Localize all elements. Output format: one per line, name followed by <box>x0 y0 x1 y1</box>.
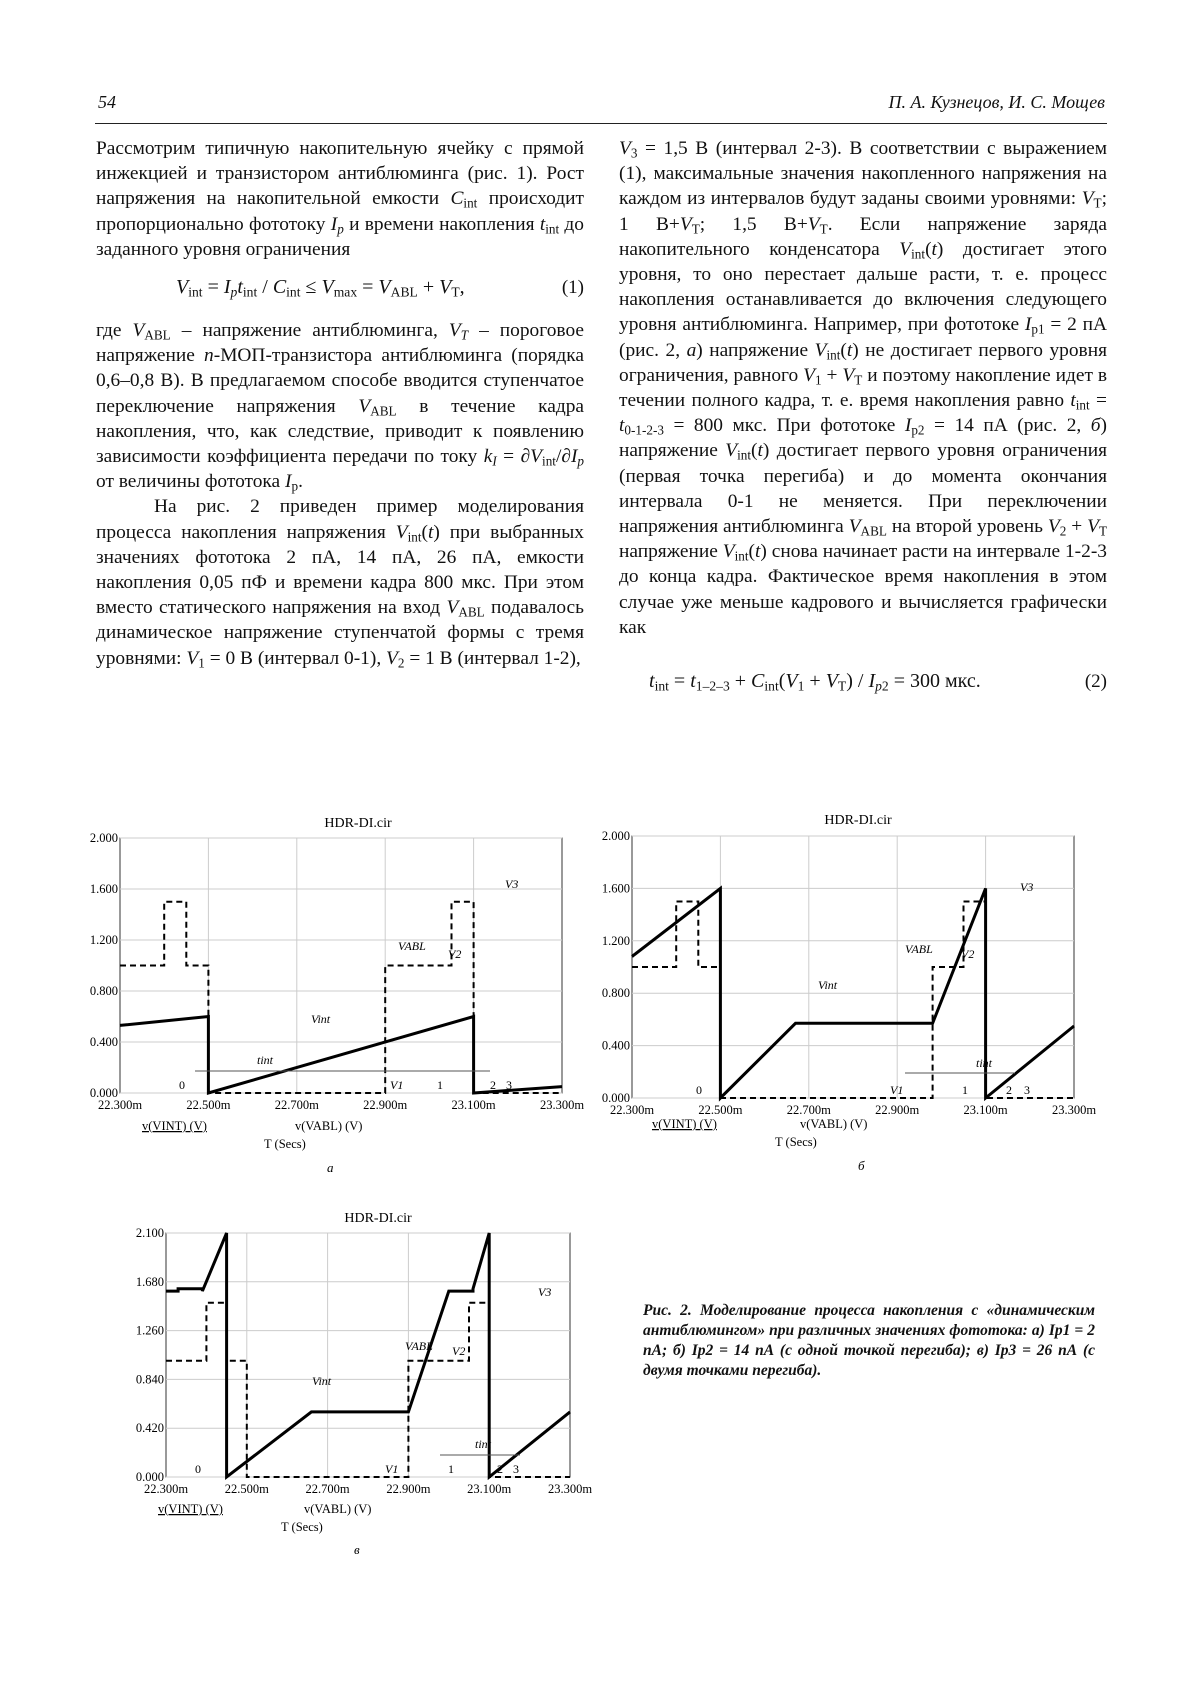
formula-2-number: (2) <box>1084 671 1107 693</box>
annotation-v1: V1 <box>385 1462 399 1476</box>
y-tick-label: 0.840 <box>135 1372 164 1387</box>
y-tick-label: 0.400 <box>601 1038 630 1053</box>
y-tick-label: 0.800 <box>89 984 118 998</box>
annotation-vint: Vint <box>311 1012 331 1026</box>
x-tick-label: 23.300m <box>1051 1103 1097 1117</box>
formula-1: $V_{int} = I_pt_{int} / C_{int} \le V_{max} = V_{ABL} + V_T$, (1) <box>176 276 584 300</box>
y-tick-label: 0.000 <box>89 1086 118 1100</box>
annotation-v1: V1 <box>890 1083 904 1097</box>
formula-1-number: (1) <box>561 277 584 299</box>
annotation-0: 0 <box>179 1078 185 1092</box>
annotation-3: 3 <box>506 1078 512 1092</box>
annotation-1: 1 <box>448 1462 454 1476</box>
annotation-v2: V2 <box>452 1344 466 1358</box>
legend-vint: v(VINT) (V) <box>142 1119 207 1133</box>
subfigure-label: в <box>354 1542 360 1557</box>
y-tick-label: 1.600 <box>601 881 630 896</box>
y-tick-label: 0.000 <box>135 1470 164 1484</box>
legend-vabl: v(VABL) (V) <box>304 1502 372 1516</box>
annotation-1: 1 <box>962 1083 968 1097</box>
x-axis-label: T (Secs) <box>775 1135 817 1149</box>
annotation-1: 1 <box>437 1078 443 1092</box>
y-tick-label: 0.420 <box>135 1421 164 1436</box>
annotation-0: 0 <box>696 1083 702 1097</box>
y-tick-label: 0.000 <box>601 1091 630 1105</box>
y-tick-label: 1.200 <box>89 933 118 947</box>
x-tick-label: 22.900m <box>875 1103 920 1117</box>
y-tick-label: 1.200 <box>601 933 630 948</box>
annotation-3: 3 <box>1024 1083 1030 1097</box>
x-axis-label: T (Secs) <box>264 1137 306 1151</box>
legend-vabl: v(VABL) (V) <box>295 1119 363 1133</box>
annotation-vabl: VABL <box>905 942 933 956</box>
annotation-vint: Vint <box>312 1374 332 1388</box>
x-tick-label: 22.900m <box>386 1482 431 1496</box>
x-tick-label: 23.100m <box>467 1482 512 1496</box>
y-tick-label: 2.000 <box>89 831 118 845</box>
annotation-v3: V3 <box>1020 880 1034 894</box>
x-tick-label: 23.100m <box>963 1103 1008 1117</box>
annotation-2: 2 <box>497 1462 503 1476</box>
subfigure-label: а <box>327 1160 334 1175</box>
x-tick-label: 23.300m <box>547 1482 593 1496</box>
annotation-tint: tint <box>475 1437 492 1451</box>
y-tick-label: 1.600 <box>89 882 118 896</box>
legend-vint: v(VINT) (V) <box>652 1117 717 1131</box>
chart-title: HDR-DI.cir <box>324 816 392 831</box>
x-tick-label: 22.300m <box>97 1098 143 1112</box>
annotation-vabl: VABL <box>405 1339 433 1353</box>
y-tick-label: 0.800 <box>601 986 630 1001</box>
annotation-vint: Vint <box>818 978 838 992</box>
y-tick-label: 1.260 <box>135 1323 164 1338</box>
annotation-v2: V2 <box>448 947 462 961</box>
annotation-v2: V2 <box>961 947 975 961</box>
y-tick-label: 0.400 <box>89 1035 118 1049</box>
x-tick-label: 22.300m <box>143 1482 189 1496</box>
x-tick-label: 23.100m <box>451 1098 496 1112</box>
annotation-tint: tint <box>257 1053 274 1067</box>
chart-title: HDR-DI.cir <box>344 1211 412 1226</box>
annotation-3: 3 <box>513 1462 519 1476</box>
figure-caption: Рис. 2. Моделирование процесса накопления с «динамическим антиблюмингом» при различных значениях фототока: а) Ip1 = 2 пА; б) Ip2 = 14 пА (с одной точкой перегиба); в) Ip3 = 26 пА (с двумя точками перегиба). <box>643 1302 1095 1379</box>
paragraph: Рассмотрим типичную накопительную ячейку с прямой инжекцией и транзистором антиблюминга (рис. 1). Рост напряжения на накопительной емкости $C_{int}$ происходит пропорционально фототоку $I_p$ и времени накопления $t_{int}$ до заданного уровня ограничения <box>96 138 584 260</box>
x-tick-label: 22.700m <box>786 1103 831 1117</box>
x-tick-label: 23.300m <box>539 1098 585 1112</box>
legend-vabl: v(VABL) (V) <box>800 1117 868 1131</box>
annotation-v3: V3 <box>505 877 519 891</box>
annotation-vabl: VABL <box>398 939 426 953</box>
x-tick-label: 22.500m <box>224 1482 269 1496</box>
x-tick-label: 22.500m <box>698 1103 743 1117</box>
annotation-v1: V1 <box>390 1078 404 1092</box>
y-tick-label: 2.100 <box>135 1226 164 1240</box>
annotation-0: 0 <box>195 1462 201 1476</box>
chart-title: HDR-DI.cir <box>824 813 892 828</box>
annotation-2: 2 <box>1006 1083 1012 1097</box>
paragraph: $V_3 = 1,5$ В (интервал 2-3). В соответствии с выражением (1), максимальные значения накопленного напряжения на каждом из интервалов будут заданы своими уровнями: $V_T$; 1 $В+V_T$; 1,5 $В+V_T$. Если напряжение заряда накопительного конденсатора $V_{int}(t)$ достигает этого уровня, то оно перестает дальше расти, т. е. процесс накопления останавливается до включения следующего уровня антиблюминга. Например, при фототоке $I_{p1} = 2$ пА (рис. 2, а) напряжение $V_{int}(t)$ не достигает первого уровня ограничения, равного $V_1 + V_T$ и поэтому накопление идет в течении полного кадра, т. е. время накопления равно $t_{int} = t_{0-1-2-3} = 800$ мкс. При фототоке $I_{p2} = 14$ пА (рис. 2, б) напряжение $V_{int}(t)$ достигает первого уровня ограничения (первая точка перегиба) и до момента окончания интервала 0-1 не меняется. При переключении напряжения антиблюминга $V_{ABL}$ на второй уровень $V_2 + V_T$ напряжение $V_{int}(t)$ снова начинает расти на интервале 1-2-3 до конца кадра. Фактическое время накопления в этом случае уже меньше кадрового и вычисляется графически как <box>619 138 1108 638</box>
running-header-authors: П. А. Кузнецов, И. С. Мощев <box>888 92 1105 112</box>
x-tick-label: 22.700m <box>305 1482 350 1496</box>
x-tick-label: 22.500m <box>186 1098 231 1112</box>
x-tick-label: 22.700m <box>274 1098 319 1112</box>
formula-2: $t_{int} = t_{1-2-3} + C_{int}(V_1 + V_T) / I_{p2} = 300$ мкс. (2) <box>649 670 1107 694</box>
annotation-2: 2 <box>490 1078 496 1092</box>
paragraph: где $V_{ABL}$ – напряжение антиблюминга, $V_T$ – пороговое напряжение n-МОП-транзистора антиблюминга (порядка 0,6–0,8 В). В предлагаемом способе вводится ступенчатое переключение напряжения $V_{ABL}$ в течение кадра накопления, что, как следствие, приводит к появлению зависимости коэффициента передачи по току $k_I = \partial V_{int}/\partial I_p$ от величины фототока $I_p$. <box>96 320 585 494</box>
annotation-tint: tint <box>976 1056 993 1070</box>
annotation-v3: V3 <box>538 1285 552 1299</box>
page-number: 54 <box>98 92 116 112</box>
legend-vint: v(VINT) (V) <box>158 1502 223 1516</box>
paragraph: На рис. 2 приведен пример моделирования процесса накопления напряжения $V_{int}(t)$ при выбранных значениях фототока 2 пА, 14 пА, 26 пА, емкости накопления 0,05 пФ и времени кадра 800 мкс. При этом вместо статического напряжения на вход $V_{ABL}$ подавалось динамическое напряжение ступенчатой формы с тремя уровнями: $V_1 = 0$ В (интервал 0-1), $V_2 = 1$ В (интервал 1-2), <box>96 496 584 670</box>
y-tick-label: 2.000 <box>601 829 630 843</box>
x-axis-label: T (Secs) <box>281 1520 323 1534</box>
subfigure-label: б <box>858 1158 865 1173</box>
y-tick-label: 1.680 <box>135 1274 164 1289</box>
x-tick-label: 22.900m <box>363 1098 408 1112</box>
x-tick-label: 22.300m <box>609 1103 655 1117</box>
